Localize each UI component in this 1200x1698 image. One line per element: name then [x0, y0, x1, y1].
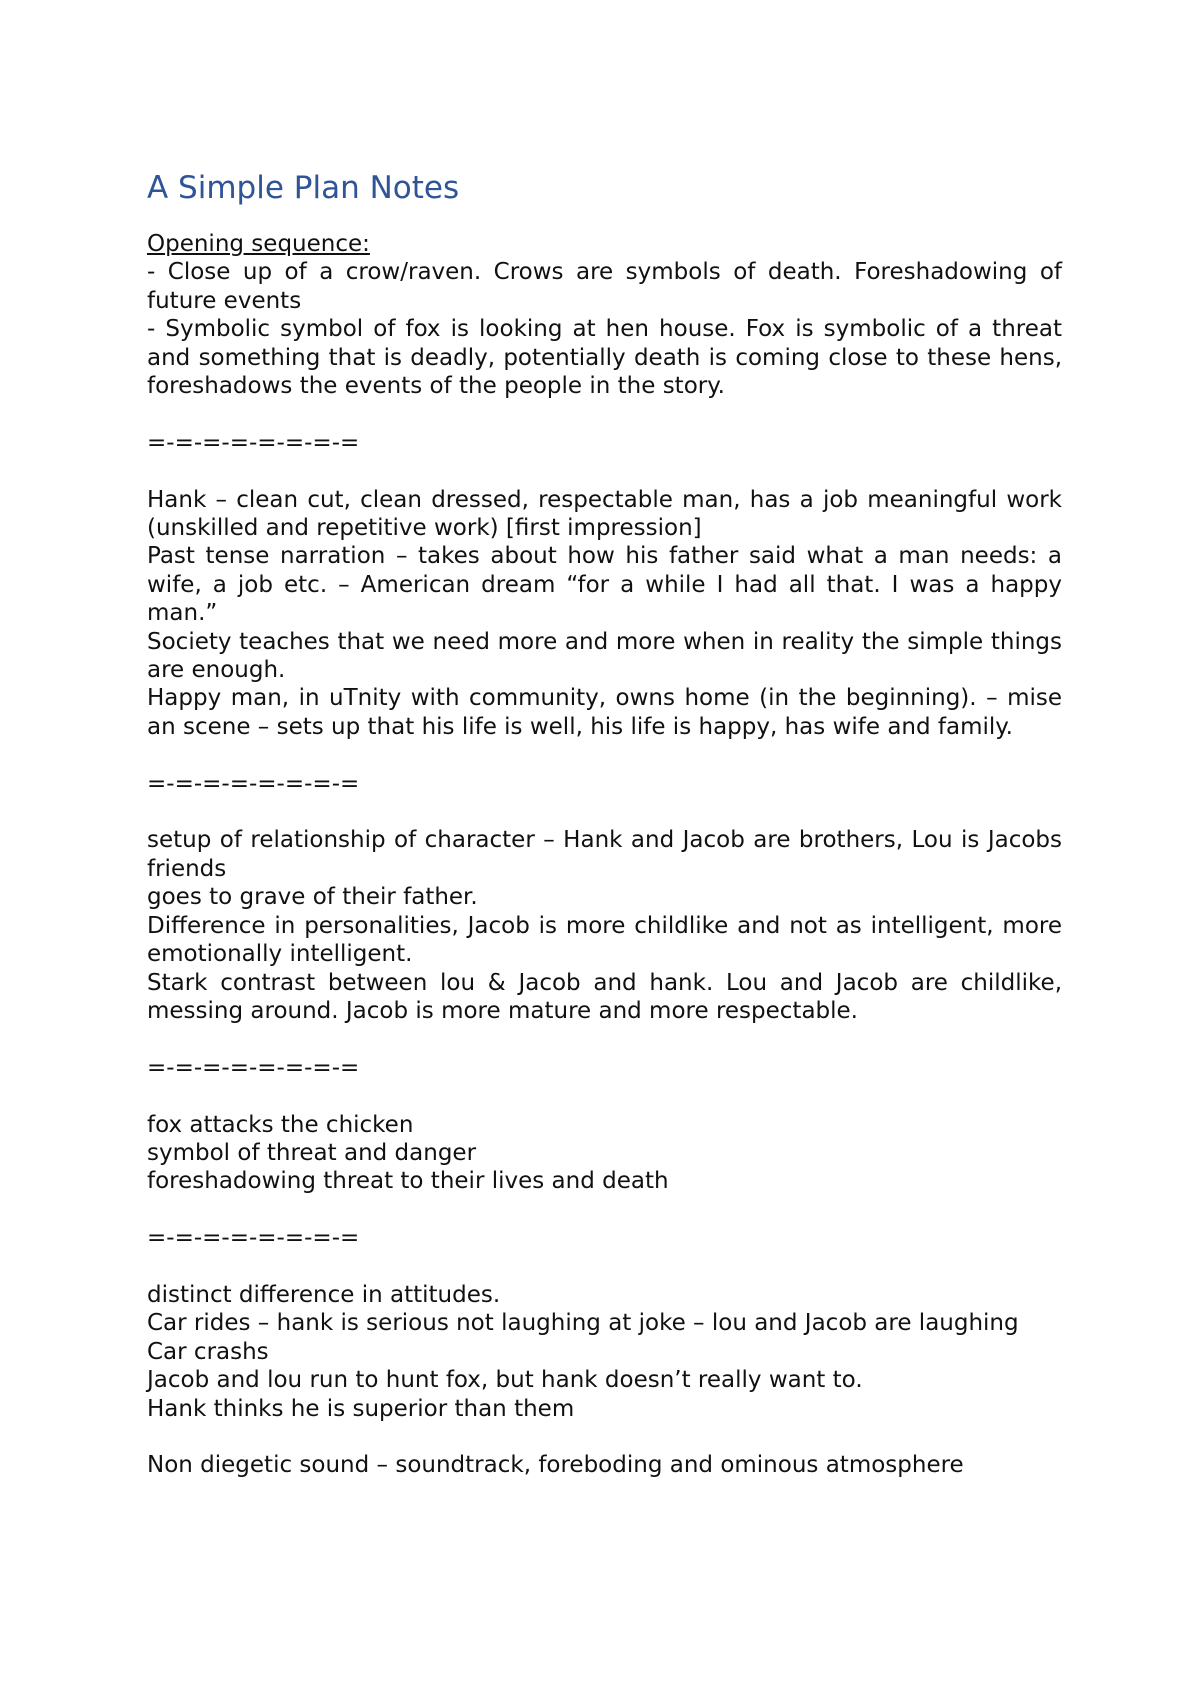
- opening-line-1: - Close up of a crow/raven. Crows are symbols of death. Foreshadowing of future events: [147, 259, 1062, 314]
- hank-character-section: [147, 486, 1062, 742]
- paragraph-line: distinct difference in attitudes.: [147, 1281, 501, 1308]
- section-separator-3: =-=-=-=-=-=-=-=: [147, 1054, 360, 1081]
- document-title: A Simple Plan Notes: [147, 170, 460, 206]
- paragraph-line: Hank thinks he is superior than them: [147, 1395, 575, 1422]
- paragraph-line: Past tense narration – takes about how his father said what a man needs: a wife, a job etc. – American dream “for a while I had all that. I was a happy man.”: [147, 543, 1062, 627]
- paragraph-line: Jacob and lou run to hunt fox, but hank doesn’t really want to.: [147, 1367, 863, 1394]
- paragraph-line: Stark contrast between lou & Jacob and hank. Lou and Jacob are childlike, messing around. Jacob is more mature and more respectable.: [147, 969, 1062, 1024]
- paragraph-line: Hank – clean cut, clean dressed, respectable man, has a job meaningful work (unskilled and repetitive work) [first impression]: [147, 486, 1062, 542]
- section-separator-4: =-=-=-=-=-=-=-=: [147, 1225, 360, 1252]
- blank-line: [147, 1423, 1062, 1451]
- section-separator-1: =-=-=-=-=-=-=-=: [147, 429, 360, 456]
- closing-line: Non diegetic sound – soundtrack, foreboding and ominous atmosphere: [147, 1452, 964, 1479]
- fox-attack-section: [147, 1111, 1062, 1196]
- paragraph-line: Happy man, in uTnity with community, owns home (in the beginning). – mise an scene – sets up that his life is well, his life is happy, has wife and family.: [147, 685, 1062, 740]
- paragraph-line: Difference in personalities, Jacob is more childlike and not as intelligent, more emotionally intelligent.: [147, 912, 1062, 968]
- attitudes-section: [147, 1281, 1062, 1423]
- paragraph-line: foreshadowing threat to their lives and death: [147, 1168, 669, 1195]
- opening-line-2: - Symbolic symbol of fox is looking at hen house. Fox is symbolic of a threat and something that is deadly, potentially death is coming close to these hens, foreshadows the events of the people in the story.: [147, 316, 1062, 400]
- closing-section: [147, 1451, 1062, 1479]
- opening-sequence-heading: Opening sequence:: [147, 231, 370, 257]
- paragraph-line: Car crashs: [147, 1338, 269, 1365]
- opening-sequence-section: [147, 230, 1062, 400]
- paragraph-line: goes to grave of their father.: [147, 884, 478, 911]
- section-separator-2: =-=-=-=-=-=-=-=: [147, 770, 360, 797]
- paragraph-line: Society teaches that we need more and more when in reality the simple things are enough.: [147, 628, 1062, 684]
- document-page: [147, 168, 1062, 1480]
- relationships-section: [147, 826, 1062, 1025]
- paragraph-line: fox attacks the chicken: [147, 1111, 414, 1138]
- paragraph-line: Car rides – hank is serious not laughing at joke – lou and Jacob are laughing: [147, 1310, 1019, 1337]
- paragraph-line: setup of relationship of character – Hank and Jacob are brothers, Lou is Jacobs friends: [147, 827, 1062, 882]
- paragraph-line: symbol of threat and danger: [147, 1139, 477, 1166]
